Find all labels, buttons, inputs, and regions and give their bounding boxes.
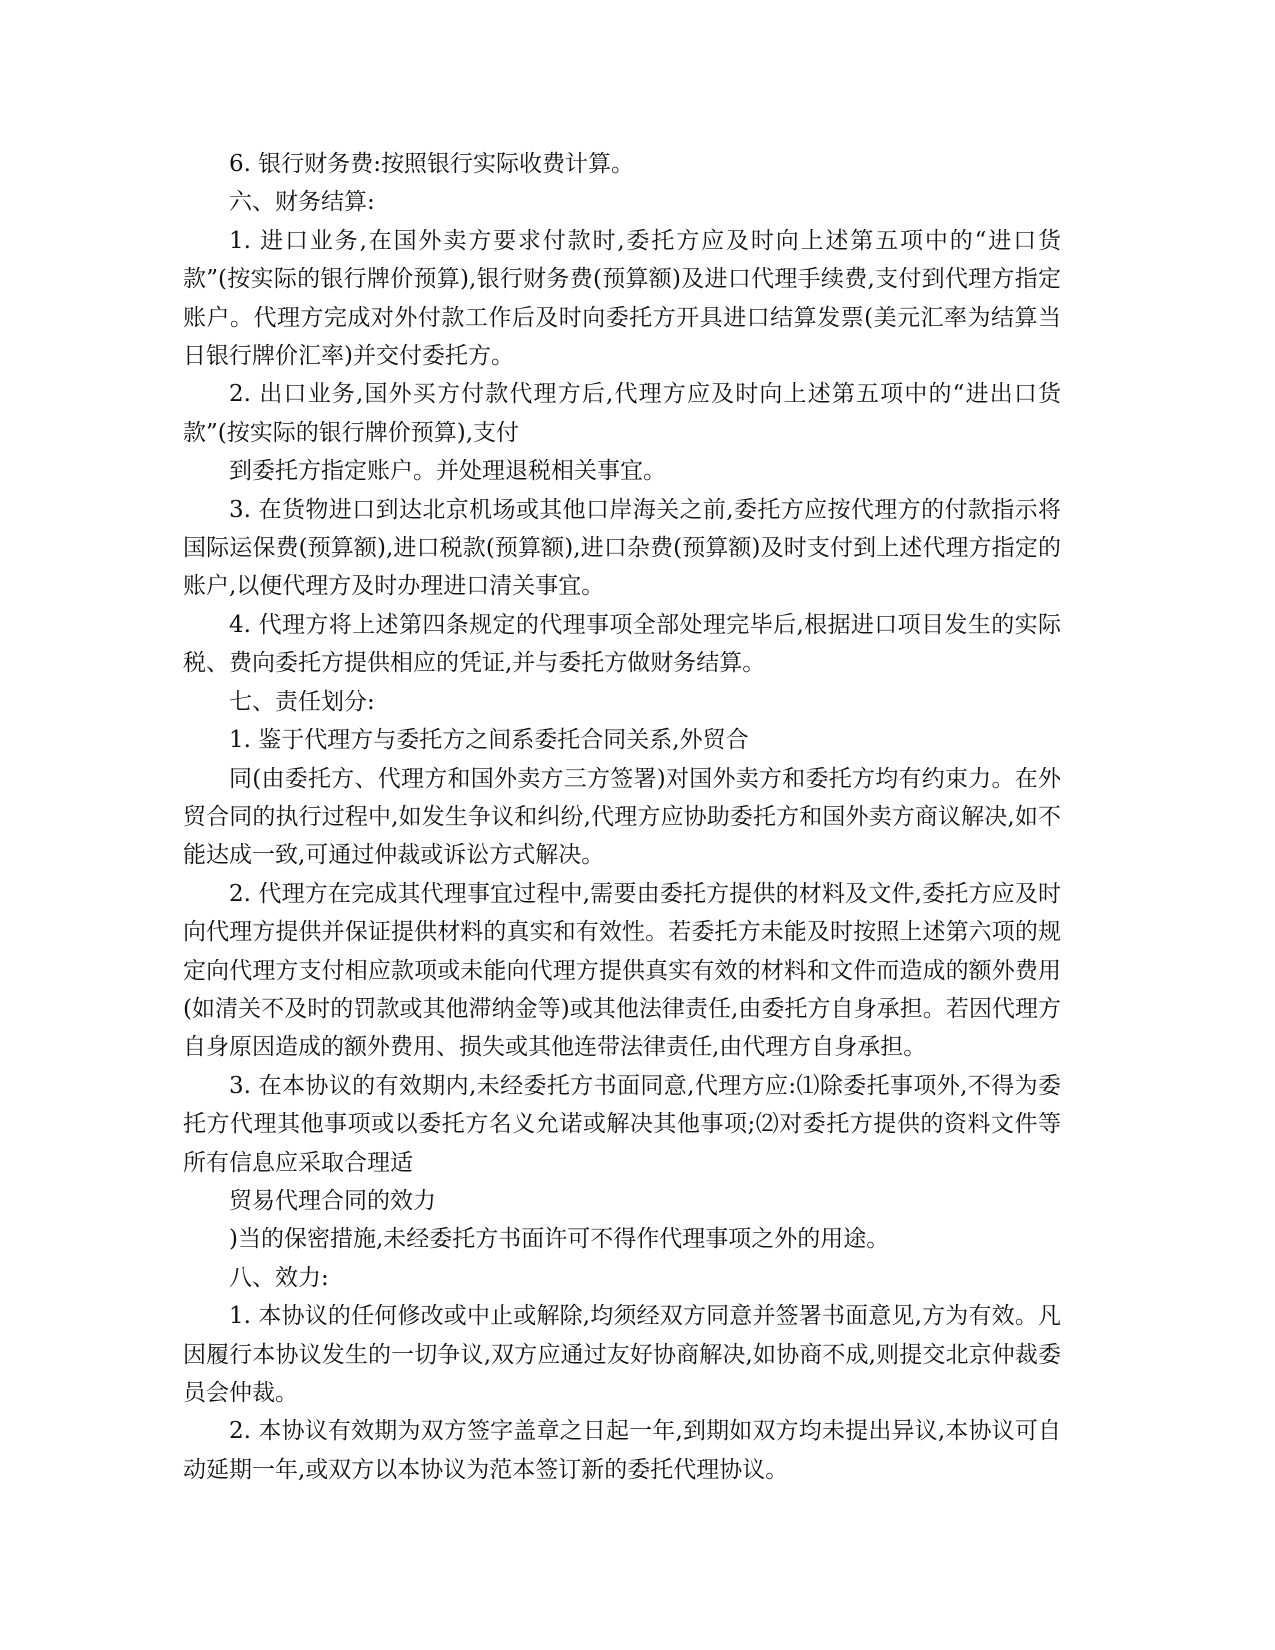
paragraph-customs-payment: 3. 在货物进口到达北京机场或其他口岸海关之前,委托方应按代理方的付款指示将国际运保费(预算额),进口税款(预算额),进口杂费(预算额)及时支付到上述代理方指定的账户,以便代理方及时办理进口清关事宜。 [183,496,1061,600]
paragraph-validity-obligations: 3. 在本协议的有效期内,未经委托方书面同意,代理方应:⑴除委托事项外,不得为委托方代理其他事项或以委托方名义允诺或解决其他事项;⑵对委托方提供的资料文件等所有信息应采取合理适 [183,1072,1061,1176]
paragraph-export-business: 2. 出口业务,国外买方付款代理方后,代理方应及时向上述第五项中的“进出口货款”(按实际的银行牌价预算),支付 [183,381,1061,446]
paragraph-final-settlement: 4. 代理方将上述第四条规定的代理事项全部处理完毕后,根据进口项目发生的实际税、费向委托方提供相应的凭证,并与委托方做财务结算。 [183,611,1061,677]
paragraph-contract-relation: 1. 鉴于代理方与委托方之间系委托合同关系,外贸合 [229,727,749,754]
paragraph-confidentiality: )当的保密措施,未经委托方书面许可不得作代理事项之外的用途。 [229,1226,890,1253]
document-body [183,145,1061,1489]
paragraph-export-continued: 到委托方指定账户。并处理退税相关事宜。 [229,458,666,485]
paragraph-contract-effect-fragment: 贸易代理合同的效力 [229,1187,436,1214]
paragraph-contract-relation-continued: 同(由委托方、代理方和国外卖方三方签署)对国外卖方和委托方均有约束力。在外贸合同的执行过程中,如发生争议和纠纷,代理方应协助委托方和国外卖方商议解决,如不能达成一致,可通过仲裁或诉讼方式解决。 [183,765,1061,869]
paragraph-amendment: 1. 本协议的任何修改或中止或解除,均须经双方同意并签署书面意见,方为有效。凡因履行本协议发生的一切争议,双方应通过友好协商解决,如协商不成,则提交北京仲裁委员会仲裁。 [183,1303,1061,1406]
section-heading-settlement: 六、财务结算: [229,189,375,216]
section-heading-effect: 八、效力: [229,1264,329,1291]
paragraph-materials-liability: 2. 代理方在完成其代理事宜过程中,需要由委托方提供的材料及文件,委托方应及时向代理方提供并保证提供材料的真实和有效性。若委托方未能及时按照上述第六项的规定向代理方支付相应款项或未能向代理方提供真实有效的材料和文件而造成的额外费用(如清关不及时的罚款或其他滞纳金等)或其他法律责任,由委托方自身承担。若因代理方自身原因造成的额外费用、损失或其他连带法律责任,由代理方自身承担。 [183,880,1061,1061]
paragraph-import-business: 1. 进口业务,在国外卖方要求付款时,委托方应及时向上述第五项中的“进口货款”(按实际的银行牌价预算),银行财务费(预算额)及进口代理手续费,支付到代理方指定账户。代理方完成对外付款工作后及时向委托方开具进口结算发票(美元汇率为结算当日银行牌价汇率)并交付委托方。 [183,227,1061,370]
paragraph-term: 2. 本协议有效期为双方签字盖章之日起一年,到期如双方均未提出异议,本协议可自动延期一年,或双方以本协议为范本签订新的委托代理协议。 [183,1418,1061,1483]
paragraph-bank-fee: 6. 银行财务费:按照银行实际收费计算。 [229,151,635,177]
section-heading-responsibility: 七、责任划分: [229,688,375,715]
